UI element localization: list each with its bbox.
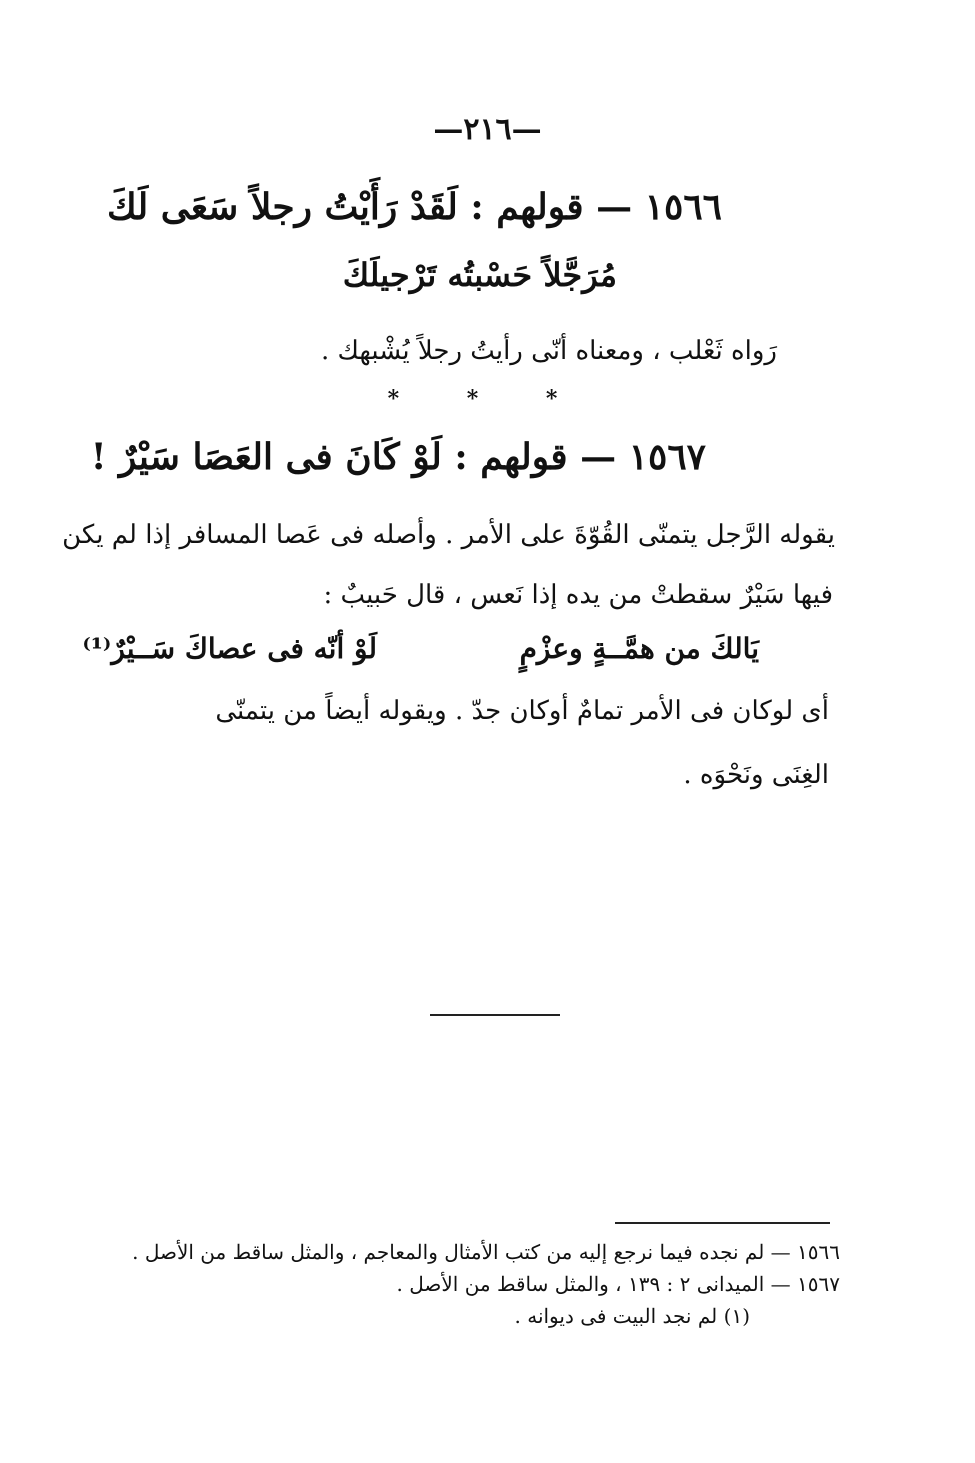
entry-1567-body-line-3: أى لوكان فى الأمر تمامٌ أوكان جدّ . ويقوله أيضاً من يتمنّى <box>215 696 829 726</box>
verse-first-hemistich: يَالكَ من همَّــةٍ وعزْمٍ <box>519 632 759 665</box>
footnote-verse: (١) لم نجد البيت فى ديوانه . <box>514 1304 750 1328</box>
entry-1566-verse-line: مُرَجَّلاً حَسْبتُه تَرْجيلَكَ <box>342 256 617 294</box>
entry-1567-body-line-4: الغِنَى ونَحْوَه . <box>683 760 829 790</box>
verse-second-hemistich: لَوْ أنّه فى عصاكَ سَــيْرٌ⁽¹⁾ <box>82 632 377 665</box>
entry-1567-heading: ١٥٦٧ — قولهم : لَوْ كَانَ فى العَصَا سَيْرٌ ! <box>90 436 706 478</box>
entry-1566-commentary: رَواه ثَعْلب ، ومعناه أنّى رأيتُ رجلاً يُشْبهك . <box>320 336 777 366</box>
entry-1566-heading: ١٥٦٦ — قولهم : لَقَدْ رَأَيْتُ رجلاً سَعَى لَكَ <box>106 186 722 228</box>
footnote-1567: ١٥٦٧ — الميدانى ٢ : ١٣٩ ، والمثل ساقط من الأصل . <box>396 1272 840 1296</box>
end-of-text-rule <box>430 1014 560 1016</box>
page-number: —٢١٦— <box>433 112 542 147</box>
footnote-rule <box>615 1222 830 1224</box>
footnote-1566: ١٥٦٦ — لم نجده فيما نرجع إليه من كتب الأمثال والمعاجم ، والمثل ساقط من الأصل . <box>132 1240 840 1264</box>
entry-1567-body-line-1: يقوله الرَّجل يتمنّى القُوّةَ على الأمر . وأصله فى عَصا المسافر إذا لم يكن <box>62 520 835 550</box>
entry-1567-body-line-2: فيها سَيْرٌ سقطتْ من يده إذا نَعس ، قال حَبيبٌ : <box>323 580 833 610</box>
section-separator: * * * <box>387 386 588 412</box>
